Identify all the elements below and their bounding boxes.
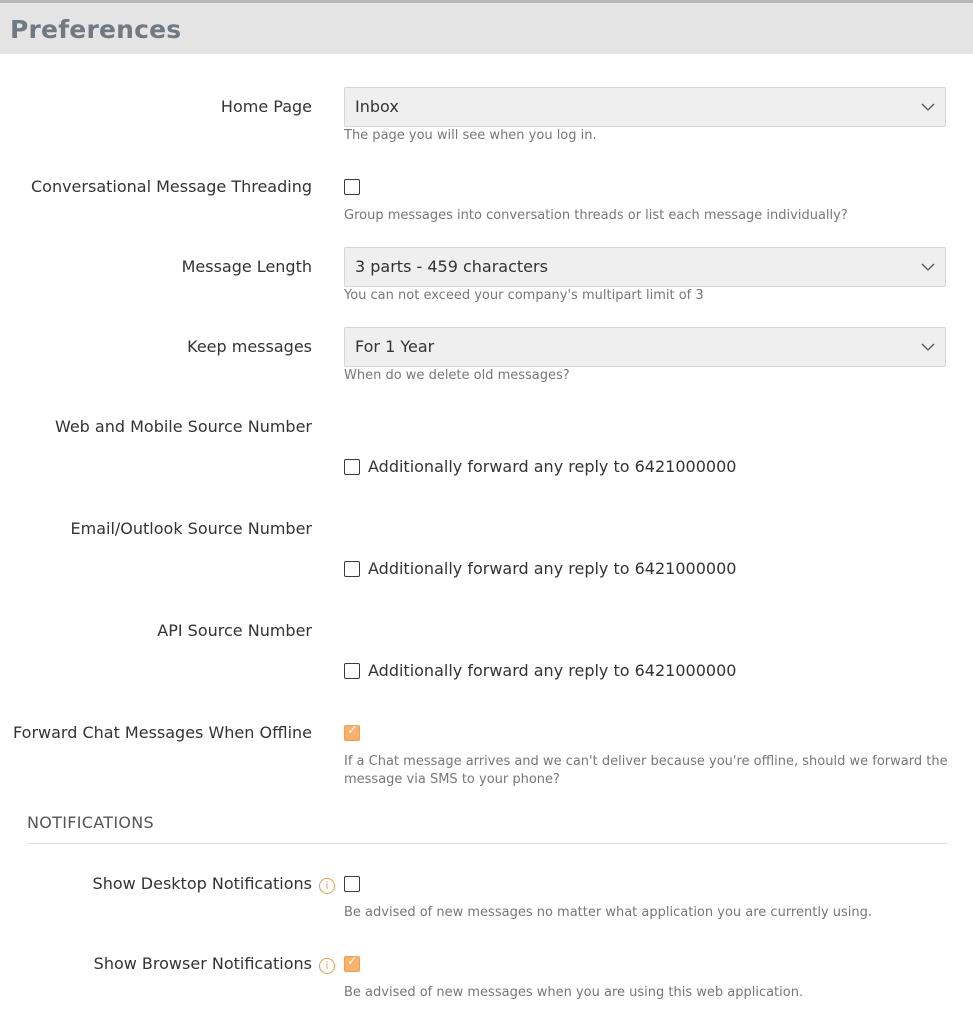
api-forward-label[interactable]: Additionally forward any reply to 6421000000 bbox=[368, 661, 737, 680]
desktop-notifications-help: Be advised of new messages no matter what application you are currently using. bbox=[344, 905, 873, 920]
browser-notifications-help: Be advised of new messages when you are using this web application. bbox=[344, 985, 804, 1000]
page-title: Preferences bbox=[10, 15, 182, 44]
forward-chat-help bbox=[344, 753, 948, 789]
web-mobile-forward-checkbox[interactable] bbox=[344, 459, 360, 475]
message-length-select[interactable] bbox=[344, 247, 946, 287]
email-forward-checkbox[interactable] bbox=[344, 561, 360, 577]
api-source-label: API Source Number bbox=[157, 621, 312, 640]
info-icon[interactable]: i bbox=[319, 958, 335, 974]
keep-messages-label: Keep messages bbox=[187, 337, 312, 356]
keep-messages-value: For 1 Year bbox=[355, 337, 435, 356]
browser-notifications-checkbox[interactable] bbox=[344, 956, 360, 972]
threading-label: Conversational Message Threading bbox=[30, 177, 312, 196]
section-divider bbox=[27, 843, 947, 844]
message-length-value: 3 parts - 459 characters bbox=[355, 257, 548, 276]
page-header bbox=[0, 3, 973, 54]
message-length-help: You can not exceed your company's multipart limit of 3 bbox=[344, 288, 704, 303]
email-forward-label[interactable]: Additionally forward any reply to 6421000000 bbox=[368, 559, 737, 578]
chevron-down-icon bbox=[921, 100, 935, 114]
home-page-select[interactable] bbox=[344, 87, 946, 127]
keep-messages-select[interactable] bbox=[344, 327, 946, 367]
email-source-label: Email/Outlook Source Number bbox=[70, 519, 312, 538]
forward-chat-checkbox[interactable] bbox=[344, 725, 360, 741]
message-length-label: Message Length bbox=[181, 257, 312, 276]
home-page-value: Inbox bbox=[355, 97, 399, 116]
forward-chat-help-line1: If a Chat message arrives and we can't deliver because you're offline, should we forward the bbox=[344, 754, 948, 769]
web-mobile-forward-label[interactable]: Additionally forward any reply to 6421000000 bbox=[368, 457, 737, 476]
notifications-section-title: NOTIFICATIONS bbox=[27, 813, 154, 832]
forward-chat-label: Forward Chat Messages When Offline bbox=[13, 723, 312, 742]
home-page-help: The page you will see when you log in. bbox=[344, 128, 597, 143]
web-mobile-source-label: Web and Mobile Source Number bbox=[54, 417, 312, 436]
desktop-notifications-checkbox[interactable] bbox=[344, 876, 360, 892]
desktop-notifications-label: Show Desktop Notifications bbox=[92, 874, 312, 893]
chevron-down-icon bbox=[921, 340, 935, 354]
threading-checkbox[interactable] bbox=[344, 179, 360, 195]
info-icon[interactable]: i bbox=[319, 878, 335, 894]
forward-chat-help-line2: message via SMS to your phone? bbox=[344, 772, 560, 787]
threading-help: Group messages into conversation threads or list each message individually? bbox=[344, 208, 848, 223]
api-forward-checkbox[interactable] bbox=[344, 663, 360, 679]
keep-messages-help: When do we delete old messages? bbox=[344, 368, 570, 383]
chevron-down-icon bbox=[921, 260, 935, 274]
browser-notifications-label: Show Browser Notifications bbox=[93, 954, 312, 973]
home-page-label: Home Page bbox=[220, 97, 312, 116]
